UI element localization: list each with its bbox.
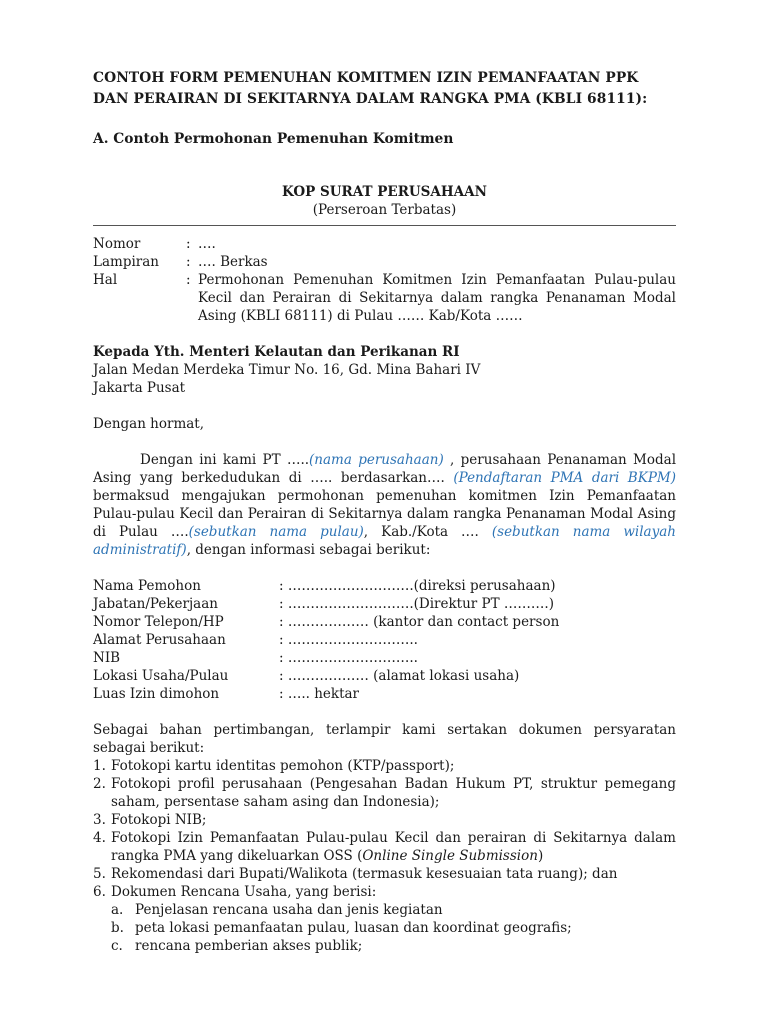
meta-separator: : [186,272,191,288]
meta-separator: : [186,236,191,252]
info-label: Nama Pemohon [93,578,201,594]
sub-list-text: peta lokasi pemanfaatan pulau, luasan dan koordinat geografis; [135,920,572,936]
list-text: Fotokopi NIB; [111,812,207,828]
paragraph-text: Dengan ini kami PT ….. [140,452,310,468]
letter-meta [93,235,676,325]
letterhead [93,183,676,219]
info-label: NIB [93,650,121,666]
documents-list [93,757,676,955]
list-number: 3. [93,812,106,828]
letterhead-title: KOP SURAT PERUSAHAAN [282,184,487,200]
greeting: Dengan hormat, [93,416,205,432]
sub-list-text: Penjelasan rencana usaha dan jenis kegiatan [135,902,443,918]
list-text: Rekomendasi dari Bupati/Walikota (termasuk kesesuaian tata ruang); dan [111,866,618,882]
paragraph-text: , Kab./Kota …. [363,524,492,540]
recipient-address: Jalan Medan Merdeka Timur No. 16, Gd. Mina Bahari IV [93,362,481,378]
list-text: Fotokopi kartu identitas pemohon (KTP/passport); [111,758,455,774]
info-value: : ……………… (alamat lokasi usaha) [279,668,520,684]
meta-value: Permohonan Pemenuhan Komitmen Izin Pemanfaatan Pulau-pulau Kecil dan Perairan di Sekitarnya dalam rangka Penanaman Modal Asing (KBLI 68111) di Pulau …… Kab/Kota …… [198,272,676,324]
placeholder-pma-registration: (Pendaftaran PMA dari BKPM) [453,470,676,486]
info-row-name [93,577,676,595]
documents-intro: Sebagai bahan pertimbangan, terlampir kami sertakan dokumen persyaratan sebagai berikut: [93,722,676,756]
meta-label: Hal [93,272,118,288]
placeholder-company-name: (nama perusahaan) [309,452,444,468]
recipient-name: Kepada Yth. Menteri Kelautan dan Perikanan RI [93,344,460,360]
list-number: 6. [93,884,106,900]
list-text-italic: Online Single Submission [362,848,538,864]
list-number: 1. [93,758,106,774]
info-value: : ……………… (kantor dan contact person [279,614,560,630]
list-text: Fotokopi profil perusahaan (Pengesahan Badan Hukum PT, struktur pemegang saham, persentase saham asing dan Indonesia); [111,776,676,810]
info-label: Alamat Perusahaan [93,632,226,648]
sub-list-letter: a. [111,902,124,918]
body-paragraph [93,451,676,559]
sub-list-item [111,901,676,919]
list-text-container [111,883,676,955]
sub-list-item [111,919,676,937]
placeholder-island-name: (sebutkan nama pulau) [188,524,364,540]
list-item [93,829,676,865]
meta-label: Lampiran [93,254,159,270]
meta-row-nomor [93,235,676,253]
info-row-phone [93,613,676,631]
sub-list-letter: c. [111,938,123,954]
recipient-block [93,343,676,397]
list-item [93,757,676,775]
info-label: Jabatan/Pekerjaan [93,596,218,612]
list-number: 5. [93,866,106,882]
info-row-address [93,631,676,649]
section-heading: A. Contoh Permohonan Pemenuhan Komitmen [93,131,454,147]
info-row-location [93,667,676,685]
info-label: Lokasi Usaha/Pulau [93,668,229,684]
meta-value: …. Berkas [198,254,268,270]
list-number: 2. [93,776,106,792]
list-text-part: Fotokopi Izin Pemanfaatan Pulau-pulau Kecil dan perairan di Sekitarnya dalam rangka PMA yang dikeluarkan OSS ( [111,830,676,864]
info-label: Nomor Telepon/HP [93,614,224,630]
list-text [111,829,676,865]
info-label: Luas Izin dimohon [93,686,220,702]
sub-list-text: rencana pemberian akses publik; [135,938,363,954]
paragraph-text: bermaksud mengajukan permohonan pemenuhan komitmen Izin Pemanfaatan Pulau-pulau Kecil dan Perairan di Sekitarnya dalam rangka Penanaman Modal Asing di Pulau …. [93,488,676,540]
list-number: 4. [93,830,106,846]
list-item [93,883,676,955]
meta-row-lampiran [93,253,676,271]
paragraph-text: , perusahaan Penanaman Modal Asing yang berkedudukan di ….. berdasarkan…. [93,452,677,486]
info-row-position [93,595,676,613]
info-value: : ……………………….. [279,632,418,648]
list-item [93,775,676,811]
info-value: : ……………………….(Direktur PT ……….) [279,596,554,612]
sub-list-item [111,937,676,955]
applicant-info [93,577,676,703]
recipient-city: Jakarta Pusat [93,380,186,396]
info-row-area [93,685,676,703]
meta-separator: : [186,254,191,270]
info-value: : ……………………….(direksi perusahaan) [279,578,556,594]
placeholder-region-name: (sebutkan nama wilayah administratif) [93,524,676,558]
info-row-nib [93,649,676,667]
meta-row-hal [93,271,676,325]
document-title: CONTOH FORM PEMENUHAN KOMITMEN IZIN PEMANFAATAN PPK DAN PERAIRAN DI SEKITARNYA DALAM RANGKA PMA (KBLI 68111): [93,70,648,107]
info-value: : ….. hektar [279,686,360,702]
info-value: : ……………………….. [279,650,418,666]
letterhead-divider [93,225,676,226]
letterhead-subtitle: (Perseroan Terbatas) [312,202,457,218]
meta-label: Nomor [93,236,141,252]
sub-list [111,901,676,955]
paragraph-text: , dengan informasi sebagai berikut: [186,542,431,558]
meta-value: …. [198,236,216,252]
list-item [93,811,676,829]
list-text: Dokumen Rencana Usaha, yang berisi: [111,884,377,900]
list-item [93,865,676,883]
sub-list-letter: b. [111,920,124,936]
list-text-part: ) [537,848,544,864]
